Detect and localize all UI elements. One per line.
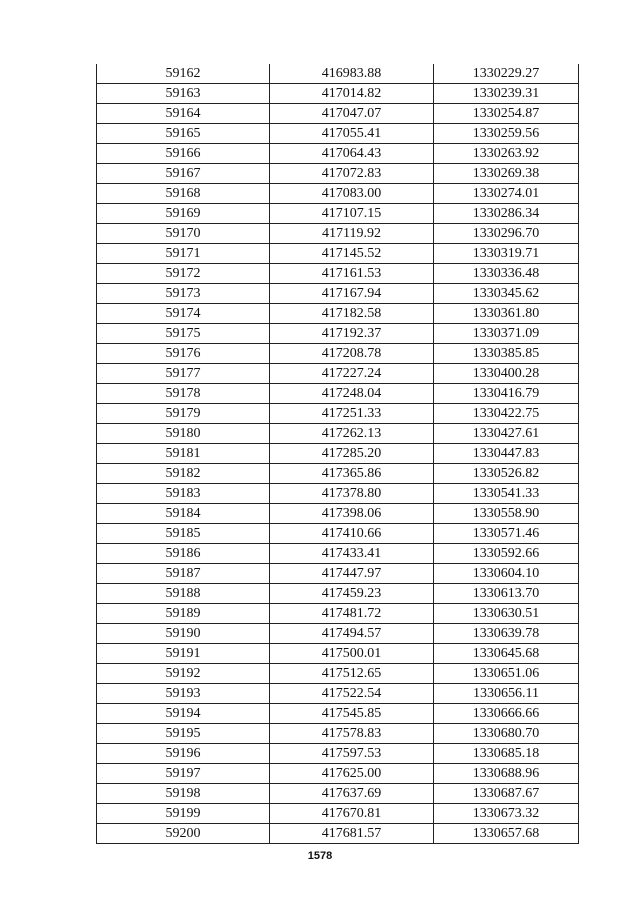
- y-coordinate-cell: 1330296.70: [434, 224, 579, 244]
- table-row: [97, 284, 579, 304]
- y-coordinate-cell: 1330571.46: [434, 524, 579, 544]
- y-coordinate-cell: 1330685.18: [434, 744, 579, 764]
- point-id-cell: 59181: [97, 444, 270, 464]
- y-coordinate-cell: 1330385.85: [434, 344, 579, 364]
- x-coordinate-cell: 417192.37: [270, 324, 434, 344]
- x-coordinate-cell: 417014.82: [270, 84, 434, 104]
- page-number: 1578: [307, 850, 333, 862]
- y-coordinate-cell: 1330361.80: [434, 304, 579, 324]
- x-coordinate-cell: 417378.80: [270, 484, 434, 504]
- point-id-cell: 59176: [97, 344, 270, 364]
- table-row: [97, 564, 579, 584]
- point-id-cell: 59187: [97, 564, 270, 584]
- y-coordinate-cell: 1330687.67: [434, 784, 579, 804]
- table-row: [97, 184, 579, 204]
- point-id-cell: 59173: [97, 284, 270, 304]
- x-coordinate-cell: 417145.52: [270, 244, 434, 264]
- table-row: [97, 384, 579, 404]
- x-coordinate-cell: 417681.57: [270, 824, 434, 844]
- y-coordinate-cell: 1330336.48: [434, 264, 579, 284]
- y-coordinate-cell: 1330259.56: [434, 124, 579, 144]
- point-id-cell: 59170: [97, 224, 270, 244]
- table-row: [97, 524, 579, 544]
- x-coordinate-cell: 417262.13: [270, 424, 434, 444]
- x-coordinate-cell: 417072.83: [270, 164, 434, 184]
- y-coordinate-cell: 1330651.06: [434, 664, 579, 684]
- point-id-cell: 59196: [97, 744, 270, 764]
- point-id-cell: 59174: [97, 304, 270, 324]
- table-row: [97, 164, 579, 184]
- y-coordinate-cell: 1330688.96: [434, 764, 579, 784]
- x-coordinate-cell: 417625.00: [270, 764, 434, 784]
- x-coordinate-cell: 417055.41: [270, 124, 434, 144]
- x-coordinate-cell: 417500.01: [270, 644, 434, 664]
- x-coordinate-cell: 417047.07: [270, 104, 434, 124]
- point-id-cell: 59178: [97, 384, 270, 404]
- point-id-cell: 59195: [97, 724, 270, 744]
- table-row: [97, 584, 579, 604]
- y-coordinate-cell: 1330666.66: [434, 704, 579, 724]
- x-coordinate-cell: 417459.23: [270, 584, 434, 604]
- coordinate-table-body: [97, 64, 579, 844]
- y-coordinate-cell: 1330657.68: [434, 824, 579, 844]
- y-coordinate-cell: 1330558.90: [434, 504, 579, 524]
- table-row: [97, 744, 579, 764]
- point-id-cell: 59191: [97, 644, 270, 664]
- table-row: [97, 364, 579, 384]
- y-coordinate-cell: 1330229.27: [434, 64, 579, 84]
- point-id-cell: 59162: [97, 64, 270, 84]
- point-id-cell: 59177: [97, 364, 270, 384]
- x-coordinate-cell: 417251.33: [270, 404, 434, 424]
- x-coordinate-cell: 417182.58: [270, 304, 434, 324]
- x-coordinate-cell: 417398.06: [270, 504, 434, 524]
- y-coordinate-cell: 1330371.09: [434, 324, 579, 344]
- x-coordinate-cell: 417285.20: [270, 444, 434, 464]
- table-row: [97, 624, 579, 644]
- table-row: [97, 204, 579, 224]
- table-row: [97, 64, 579, 84]
- point-id-cell: 59183: [97, 484, 270, 504]
- point-id-cell: 59167: [97, 164, 270, 184]
- y-coordinate-cell: 1330400.28: [434, 364, 579, 384]
- table-row: [97, 544, 579, 564]
- table-row: [97, 344, 579, 364]
- x-coordinate-cell: 417064.43: [270, 144, 434, 164]
- y-coordinate-cell: 1330427.61: [434, 424, 579, 444]
- x-coordinate-cell: 417447.97: [270, 564, 434, 584]
- y-coordinate-cell: 1330269.38: [434, 164, 579, 184]
- y-coordinate-cell: 1330447.83: [434, 444, 579, 464]
- x-coordinate-cell: 417494.57: [270, 624, 434, 644]
- table-row: [97, 244, 579, 264]
- point-id-cell: 59166: [97, 144, 270, 164]
- x-coordinate-cell: 417365.86: [270, 464, 434, 484]
- point-id-cell: 59189: [97, 604, 270, 624]
- point-id-cell: 59179: [97, 404, 270, 424]
- table-row: [97, 504, 579, 524]
- coordinate-table: [96, 64, 579, 844]
- x-coordinate-cell: 416983.88: [270, 64, 434, 84]
- point-id-cell: 59190: [97, 624, 270, 644]
- table-row: [97, 304, 579, 324]
- table-row: [97, 84, 579, 104]
- y-coordinate-cell: 1330656.11: [434, 684, 579, 704]
- table-row: [97, 144, 579, 164]
- y-coordinate-cell: 1330274.01: [434, 184, 579, 204]
- point-id-cell: 59198: [97, 784, 270, 804]
- point-id-cell: 59184: [97, 504, 270, 524]
- table-row: [97, 804, 579, 824]
- x-coordinate-cell: 417481.72: [270, 604, 434, 624]
- x-coordinate-cell: 417512.65: [270, 664, 434, 684]
- point-id-cell: 59192: [97, 664, 270, 684]
- y-coordinate-cell: 1330630.51: [434, 604, 579, 624]
- table-row: [97, 604, 579, 624]
- point-id-cell: 59193: [97, 684, 270, 704]
- y-coordinate-cell: 1330639.78: [434, 624, 579, 644]
- table-row: [97, 684, 579, 704]
- table-row: [97, 664, 579, 684]
- table-row: [97, 484, 579, 504]
- point-id-cell: 59186: [97, 544, 270, 564]
- table-row: [97, 764, 579, 784]
- point-id-cell: 59182: [97, 464, 270, 484]
- x-coordinate-cell: 417083.00: [270, 184, 434, 204]
- y-coordinate-cell: 1330286.34: [434, 204, 579, 224]
- table-row: [97, 224, 579, 244]
- point-id-cell: 59197: [97, 764, 270, 784]
- x-coordinate-cell: 417670.81: [270, 804, 434, 824]
- point-id-cell: 59163: [97, 84, 270, 104]
- x-coordinate-cell: 417410.66: [270, 524, 434, 544]
- x-coordinate-cell: 417119.92: [270, 224, 434, 244]
- x-coordinate-cell: 417167.94: [270, 284, 434, 304]
- x-coordinate-cell: 417597.53: [270, 744, 434, 764]
- x-coordinate-cell: 417433.41: [270, 544, 434, 564]
- point-id-cell: 59164: [97, 104, 270, 124]
- table-row: [97, 264, 579, 284]
- y-coordinate-cell: 1330319.71: [434, 244, 579, 264]
- y-coordinate-cell: 1330613.70: [434, 584, 579, 604]
- point-id-cell: 59171: [97, 244, 270, 264]
- y-coordinate-cell: 1330416.79: [434, 384, 579, 404]
- table-row: [97, 464, 579, 484]
- point-id-cell: 59185: [97, 524, 270, 544]
- point-id-cell: 59180: [97, 424, 270, 444]
- table-row: [97, 324, 579, 344]
- y-coordinate-cell: 1330345.62: [434, 284, 579, 304]
- table-row: [97, 644, 579, 664]
- y-coordinate-cell: 1330239.31: [434, 84, 579, 104]
- y-coordinate-cell: 1330645.68: [434, 644, 579, 664]
- y-coordinate-cell: 1330263.92: [434, 144, 579, 164]
- x-coordinate-cell: 417248.04: [270, 384, 434, 404]
- point-id-cell: 59165: [97, 124, 270, 144]
- y-coordinate-cell: 1330254.87: [434, 104, 579, 124]
- point-id-cell: 59199: [97, 804, 270, 824]
- y-coordinate-cell: 1330673.32: [434, 804, 579, 824]
- table-row: [97, 784, 579, 804]
- y-coordinate-cell: 1330604.10: [434, 564, 579, 584]
- point-id-cell: 59172: [97, 264, 270, 284]
- x-coordinate-cell: 417637.69: [270, 784, 434, 804]
- x-coordinate-cell: 417161.53: [270, 264, 434, 284]
- x-coordinate-cell: 417107.15: [270, 204, 434, 224]
- point-id-cell: 59175: [97, 324, 270, 344]
- table-row: [97, 424, 579, 444]
- point-id-cell: 59168: [97, 184, 270, 204]
- point-id-cell: 59169: [97, 204, 270, 224]
- x-coordinate-cell: 417578.83: [270, 724, 434, 744]
- x-coordinate-cell: 417545.85: [270, 704, 434, 724]
- table-row: [97, 724, 579, 744]
- y-coordinate-cell: 1330526.82: [434, 464, 579, 484]
- y-coordinate-cell: 1330541.33: [434, 484, 579, 504]
- table-row: [97, 824, 579, 844]
- table-row: [97, 104, 579, 124]
- table-row: [97, 404, 579, 424]
- point-id-cell: 59200: [97, 824, 270, 844]
- y-coordinate-cell: 1330422.75: [434, 404, 579, 424]
- point-id-cell: 59194: [97, 704, 270, 724]
- table-row: [97, 124, 579, 144]
- table-row: [97, 444, 579, 464]
- point-id-cell: 59188: [97, 584, 270, 604]
- table-row: [97, 704, 579, 724]
- x-coordinate-cell: 417227.24: [270, 364, 434, 384]
- x-coordinate-cell: 417208.78: [270, 344, 434, 364]
- y-coordinate-cell: 1330592.66: [434, 544, 579, 564]
- x-coordinate-cell: 417522.54: [270, 684, 434, 704]
- y-coordinate-cell: 1330680.70: [434, 724, 579, 744]
